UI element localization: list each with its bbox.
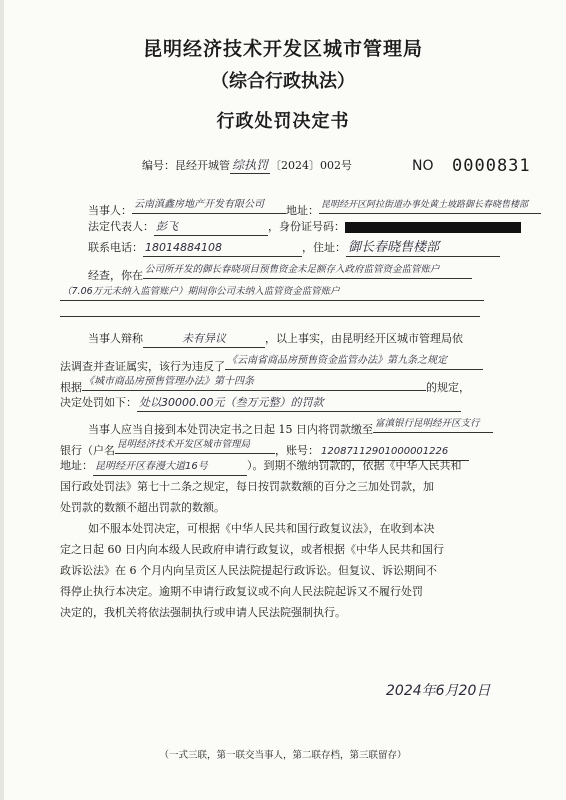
- decision-line-2: 法调查并查证属实，该行为违反了 《云南省商品房预售资金监管办法》第九条之规定: [60, 353, 483, 375]
- account-name: 昆明经济技术开发区城市管理局: [115, 437, 275, 454]
- decision-line-6: 银行（户名 昆明经济技术开发区城市管理局 ，账号： 12087112901000001226: [60, 437, 469, 461]
- rep-line: 法定代表人： 彭飞 ，身份证号码：: [88, 219, 521, 236]
- decision-line-9: 处罚款的数额不超出罚款的数额。: [60, 501, 225, 514]
- remedy-line-1: 如不服本处罚决定，可根据《中华人民共和国行政复议法》，在收到本决: [88, 522, 435, 535]
- legal-basis: 《城市商品房预售管理办法》第十四条: [82, 374, 426, 391]
- decision-line-7: 地址： 昆明经开区春漫大道16号 ）。到期不缴纳罚款的，依据《中华人民共和: [60, 458, 462, 476]
- redacted-id: [345, 222, 521, 233]
- party-name: 云南滇鑫房地产开发有限公司: [132, 197, 286, 214]
- remedy-line-3: 政诉讼法》在 6 个月内向呈贡区人民法院提起行政诉讼。但复议、诉讼期间不: [60, 564, 437, 577]
- phone-line: 联系电话： 18014884108 ，住址： 御长春晓售楼部: [88, 240, 500, 257]
- decision-line-1: 当事人辩称 未有异议 ，以上事实，由昆明经开区城市管理局依: [88, 331, 463, 348]
- org-title: 昆明经济技术开发区城市管理局: [142, 38, 423, 60]
- party-plea: 未有异议: [143, 331, 265, 348]
- remedy-line-4: 得停止执行本决定。逾期不申请行政复议或不向人民法院起诉又不履行处罚: [60, 585, 423, 598]
- decision-line-4: 决定处罚如下： 处以30000.00元（叁万元整）的罚款: [60, 395, 461, 412]
- remedy-line-5: 决定的，我机关将依法强制执行或申请人民法院强制执行。: [60, 606, 346, 619]
- org-subtitle: （综合行政执法）: [211, 71, 355, 92]
- facts-text-2: （7.06万元未纳入监管账户）期间你公司未纳入监管资金监管账户: [60, 284, 484, 301]
- party-line: 当事人： 云南滇鑫房地产开发有限公司 地址： 昆明经开区阿拉街道办事处黄土坡路御长春晓售楼部: [88, 197, 541, 219]
- remedy-line-2: 定之日起 60 日内向本级人民政府申请行政复议，或者根据《中华人民共和国行: [60, 543, 444, 556]
- issue-date: 2024年6月20日: [386, 683, 491, 699]
- decision-line-8: 国行政处罚法》第七十二条之规定，每日按罚款数额的百分之三加处罚款，加: [60, 480, 434, 493]
- violated-regulation: 《云南省商品房预售资金监管办法》第九条之规定: [225, 353, 483, 370]
- facts-blank-line: [60, 304, 480, 317]
- account-number: 12087112901000001226: [319, 444, 469, 461]
- facts-text-1: 公司所开发的御长春晓项目预售资金未足额存入政府监管资金监管账户: [143, 262, 472, 279]
- decision-line-5: 当事人应当自接到本处罚决定书之日起 15 日内将罚款缴至 富滇银行昆明经开区支行: [88, 416, 493, 438]
- legal-rep: 彭飞: [154, 219, 268, 236]
- bank-address: 昆明经开区春漫大道16号: [93, 459, 247, 476]
- party-address: 昆明经开区阿拉街道办事处黄土坡路御长春晓售楼部: [319, 197, 541, 214]
- no-label: NO: [412, 158, 434, 174]
- decision-line-3: 根据 《城市商品房预售管理办法》第十四条 的规定，: [60, 376, 470, 394]
- doc-number-hand: 综执罚: [232, 158, 269, 172]
- doc-number: 编号：昆经开城管 综执罚 〔2024〕002号: [142, 158, 353, 172]
- footer-note: （一式三联，第一联交当事人，第二联存档，第三联留存）: [159, 750, 407, 761]
- phone-number: 18014884108: [143, 240, 302, 257]
- doc-type-title: 行政处罚决定书: [216, 111, 350, 132]
- facts-line-2: [60, 284, 484, 306]
- facts-line: 经查，你在 公司所开发的御长春晓项目预售资金未足额存入政府监管资金监管账户: [88, 262, 472, 284]
- payee-bank: 富滇银行昆明经开区支行: [373, 416, 493, 433]
- penalty-amount: 处以30000.00元（叁万元整）的罚款: [137, 395, 461, 412]
- serial-number: 0000831: [452, 156, 531, 176]
- residence-address: 御长春晓售楼部: [346, 240, 500, 257]
